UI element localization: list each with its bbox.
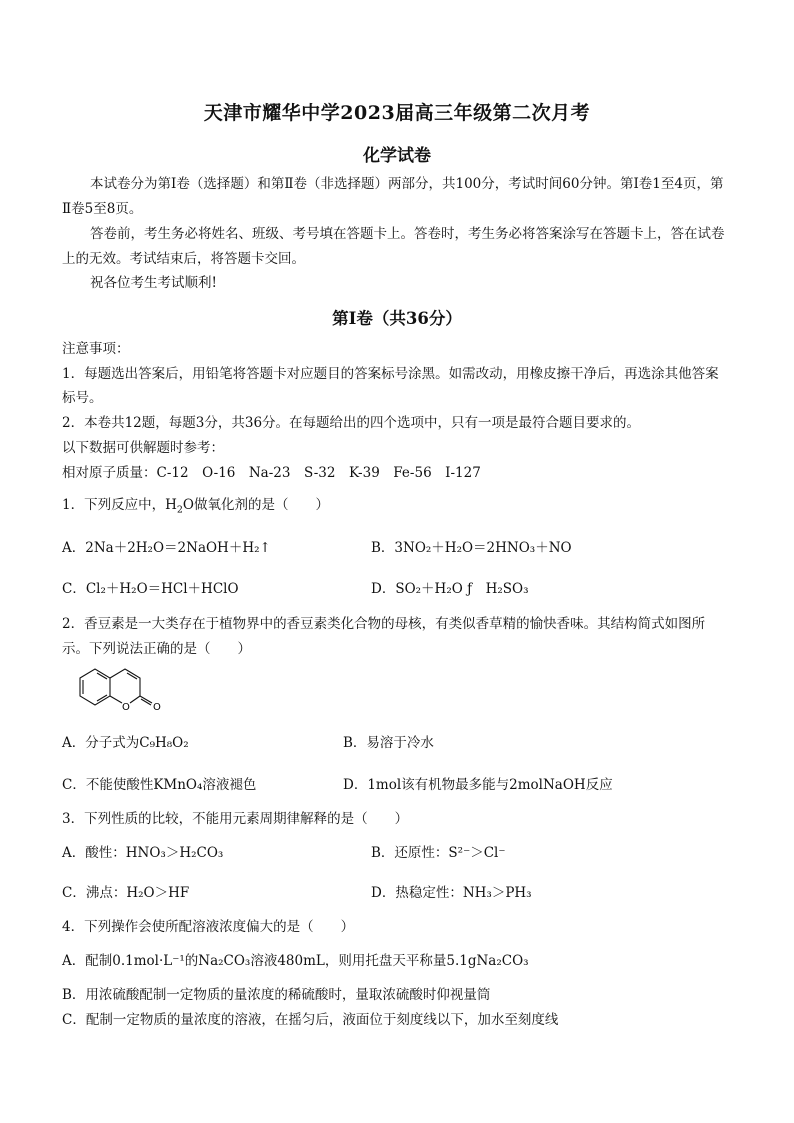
notes-heading: 注意事项： <box>62 341 130 357</box>
question-4-option-a: A．配制0.1mol·L⁻¹的Na₂CO₃溶液480mL，则用托盘天平称量5.1gNa₂CO₃ <box>62 953 529 969</box>
question-1-stem-post: O做氧化剂的是（ ） <box>182 497 329 513</box>
ring-oxygen-label: O <box>122 702 130 713</box>
reference-heading: 以下数据可供解题时参考： <box>62 440 224 456</box>
intro-paragraph-3: 祝各位考生考试顺利! <box>90 275 217 291</box>
question-4-option-b: B．用浓硫酸配制一定物质的量浓度的稀硫酸时，量取浓硫酸时仰视量筒 <box>62 987 491 1003</box>
note-2: 2．本卷共12题，每题3分，共36分。在每题给出的四个选项中，只有一项是最符合题目要求的。 <box>62 415 641 431</box>
question-1-option-d: D．SO₂＋H₂O ƒ H₂SO₃ <box>371 581 529 597</box>
question-1-stem-pre: 1．下列反应中，H <box>62 497 177 513</box>
question-2-option-d: D．1mol该有机物最多能与2molNaOH反应 <box>343 777 613 793</box>
question-1-option-c: C．Cl₂＋H₂O＝HCl＋HClO <box>62 581 239 597</box>
section-title: 第Ⅰ卷（共36分） <box>332 309 462 328</box>
exam-title: 天津市耀华中学2023届高三年级第二次月考 <box>203 102 591 124</box>
question-1-option-a: A．2Na＋2H₂O＝2NaOH＋H₂↑ <box>62 540 271 556</box>
question-2-option-a: A．分子式为C₉H₈O₂ <box>62 735 189 751</box>
question-1-option-b: B．3NO₂＋H₂O＝2HNO₃＋NO <box>371 540 572 556</box>
question-3-option-a: A．酸性：HNO₃＞H₂CO₃ <box>62 845 224 861</box>
question-4-stem: 4．下列操作会使所配溶液浓度偏大的是（ ） <box>62 919 355 935</box>
question-3-stem: 3．下列性质的比较，不能用元素周期律解释的是（ ） <box>62 811 409 827</box>
question-2-option-c: C．不能使酸性KMnO₄溶液褪色 <box>62 777 257 793</box>
atomic-masses: 相对原子质量：C-12 O-16 Na-23 S-32 K-39 Fe-56 I-127 <box>62 465 481 481</box>
exam-subtitle: 化学试卷 <box>363 146 431 166</box>
note-1: 1．每题选出答案后，用铅笔将答题卡对应题目的答案标号涂黑。如需改动，用橡皮擦干净后，再选涂其他答案标号。 <box>62 366 719 406</box>
question-2-stem: 2．香豆素是一大类存在于植物界中的香豆素类化合物的母核，有类似香草精的愉快香味。其结构简式如图所示。下列说法正确的是（ ） <box>62 616 706 657</box>
intro-paragraph-2: 答卷前，考生务必将姓名、班级、考号填在答题卡上。答卷时，考生务必将答案涂写在答题卡上，答在试卷上的无效。考试结束后，将答题卡交回。 <box>62 226 725 267</box>
question-2-option-b: B．易溶于冷水 <box>343 735 434 751</box>
question-1-stem: 1．下列反应中，$H_2O$做氧化剂的是（ ） <box>62 497 329 516</box>
question-3-option-c: C．沸点：H₂O＞HF <box>62 885 190 901</box>
question-4-option-c: C．配制一定物质的量浓度的溶液，在摇匀后，液面位于刻度线以下，加水至刻度线 <box>62 1012 559 1028</box>
question-3-option-d: D．热稳定性：NH₃＞PH₃ <box>371 885 532 901</box>
coumarin-structure-figure <box>72 664 182 716</box>
carbonyl-oxygen-label: O <box>153 702 161 713</box>
question-3-option-b: B．还原性：S²⁻＞Cl⁻ <box>371 845 506 861</box>
intro-paragraph-1: 本试卷分为第Ⅰ卷（选择题）和第Ⅱ卷（非选择题）两部分，共100分，考试时间60分钟。第Ⅰ卷1至4页，第Ⅱ卷5至8页。 <box>62 176 724 217</box>
